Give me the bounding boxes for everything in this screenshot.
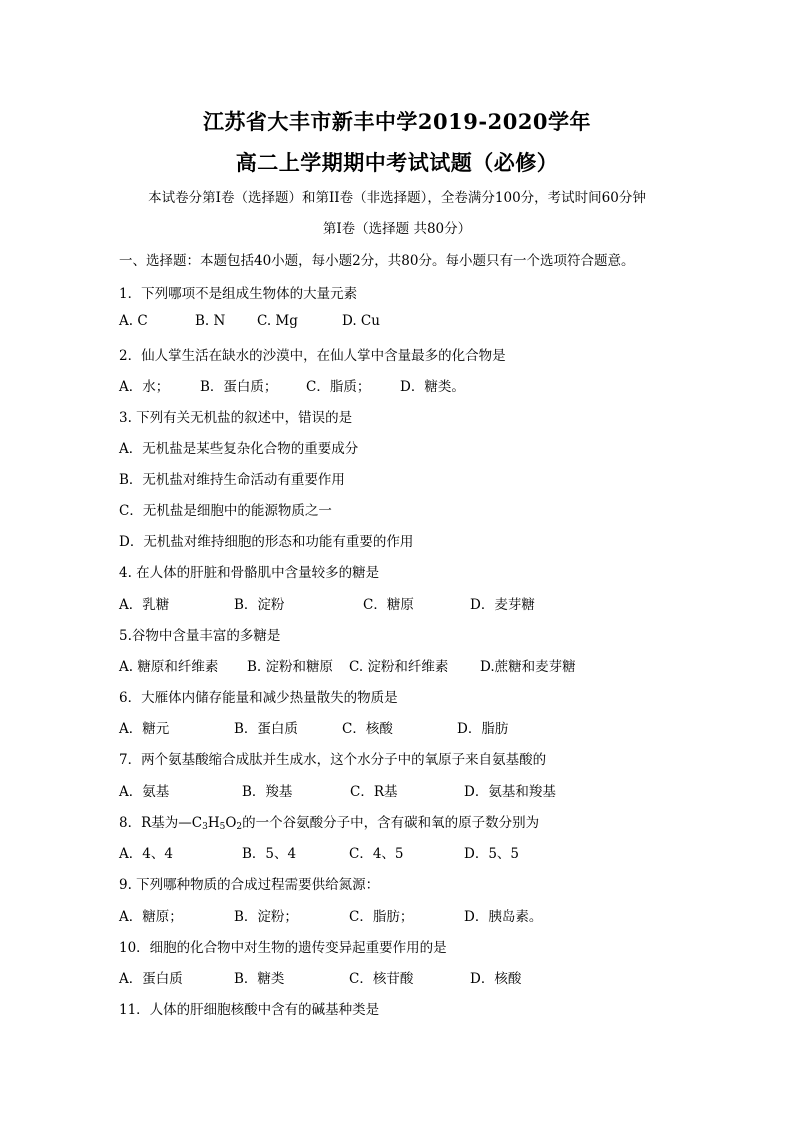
question-3-option-b: B．无机盐对维持生命活动有重要作用: [119, 472, 345, 488]
question-11-stem: 11．人体的肝细胞核酸中含有的碱基种类是: [119, 1002, 380, 1018]
question-2-option-c: C．脂质；: [306, 379, 371, 395]
question-3-option-c: C．无机盐是细胞中的能源物质之一: [119, 503, 332, 519]
question-8-stem: [119, 811, 539, 831]
question-10-option-d: D．核酸: [470, 971, 522, 987]
question-3-option-d: D．无机盐对维持细胞的形态和功能有重要的作用: [119, 534, 414, 550]
question-5-option-c: C. 淀粉和纤维素: [349, 659, 449, 675]
question-2-option-d: D．糖类。: [400, 379, 465, 395]
section-title: 第I卷（选择题 共80分）: [322, 221, 472, 237]
question-8-stem-prefix: 8．R基为—C: [119, 815, 203, 831]
question-8-option-b: B．5、4: [242, 846, 297, 862]
question-8-option-d: D．5、5: [464, 846, 520, 862]
question-7-option-c: C．R基: [350, 784, 398, 800]
question-1-option-b: B. N: [195, 313, 226, 329]
question-7-option-d: D．氨基和羧基: [464, 784, 556, 800]
question-9-option-a: A．糖原；: [119, 909, 183, 925]
question-5-option-b: B. 淀粉和糖原: [247, 659, 334, 675]
question-7-option-b: B．羧基: [242, 784, 293, 800]
question-8-h-symbol: H: [207, 815, 220, 831]
question-10-option-b: B．糖类: [234, 971, 285, 987]
question-7-option-a: A．氨基: [119, 784, 170, 800]
question-7-stem: 7．两个氨基酸缩合成肽并生成水，这个水分子中的氧原子来自氨基酸的: [119, 752, 547, 768]
question-2-option-b: B．蛋白质；: [200, 379, 278, 395]
question-2-option-a: A．水；: [119, 379, 170, 395]
part1-heading: 一、选择题：本题包括40小题，每小题2分，共80分。每小题只有一个选项符合题意。: [119, 253, 635, 269]
question-4-option-b: B．淀粉: [234, 597, 285, 613]
question-8-stem-suffix: 的一个谷氨酸分子中，含有碳和氧的原子数分别为: [242, 815, 540, 831]
question-1-stem: 1．下列哪项不是组成生物体的大量元素: [119, 286, 358, 302]
exam-title-line1: 江苏省大丰市新丰中学2019-2020学年: [202, 109, 592, 134]
question-5-option-a: A. 糖原和纤维素: [119, 659, 219, 675]
question-4-option-a: A．乳糖: [119, 597, 170, 613]
question-1-option-c: C. Mg: [257, 313, 298, 329]
question-8-option-c: C．4、5: [349, 846, 404, 862]
exam-instructions: 本试卷分第I卷（选择题）和第II卷（非选择题），全卷满分100分，考试时间60分钟: [148, 190, 646, 206]
question-3-stem: 3. 下列有关无机盐的叙述中，错误的是: [119, 410, 353, 426]
question-9-option-c: C．脂肪；: [349, 909, 414, 925]
question-9-option-b: B．淀粉；: [234, 909, 298, 925]
question-1-option-d: D. Cu: [342, 313, 380, 329]
question-10-option-a: A．蛋白质: [119, 971, 183, 987]
question-4-stem: 4. 在人体的肝脏和骨骼肌中含量较多的糖是: [119, 565, 380, 581]
question-9-stem: 9. 下列哪种物质的合成过程需要供给氮源：: [119, 877, 380, 893]
question-2-stem: 2．仙人掌生活在缺水的沙漠中，在仙人掌中含量最多的化合物是: [119, 348, 506, 364]
question-5-stem: 5.谷物中含量丰富的多糖是: [119, 628, 281, 644]
question-6-option-c: C．核酸: [342, 721, 393, 737]
question-10-option-c: C．核苷酸: [349, 971, 414, 987]
question-6-option-a: A．糖元: [119, 721, 170, 737]
question-8-subscript-h: 5: [219, 822, 226, 832]
question-4-option-d: D．麦芽糖: [470, 597, 535, 613]
question-8-subscript-c: 3: [202, 822, 208, 832]
question-6-option-b: B．蛋白质: [234, 721, 298, 737]
question-1-option-a: A. C: [119, 313, 148, 329]
question-6-stem: 6．大雁体内储存能量和减少热量散失的物质是: [119, 690, 398, 706]
question-3-option-a: A．无机盐是某些复杂化合物的重要成分: [119, 441, 359, 457]
question-8-option-a: A．4、4: [119, 846, 173, 862]
exam-title-line2: 高二上学期期中考试试题（必修）: [235, 150, 559, 175]
question-10-stem: 10．细胞的化合物中对生物的遗传变异起重要作用的是: [119, 940, 447, 956]
question-5-option-d: D.蔗糖和麦芽糖: [480, 659, 576, 675]
question-4-option-c: C．糖原: [363, 597, 414, 613]
question-6-option-d: D．脂肪: [457, 721, 509, 737]
question-8-o-symbol: O: [225, 815, 237, 831]
question-8-subscript-o: 2: [236, 822, 243, 832]
question-9-option-d: D．胰岛素。: [464, 909, 543, 925]
